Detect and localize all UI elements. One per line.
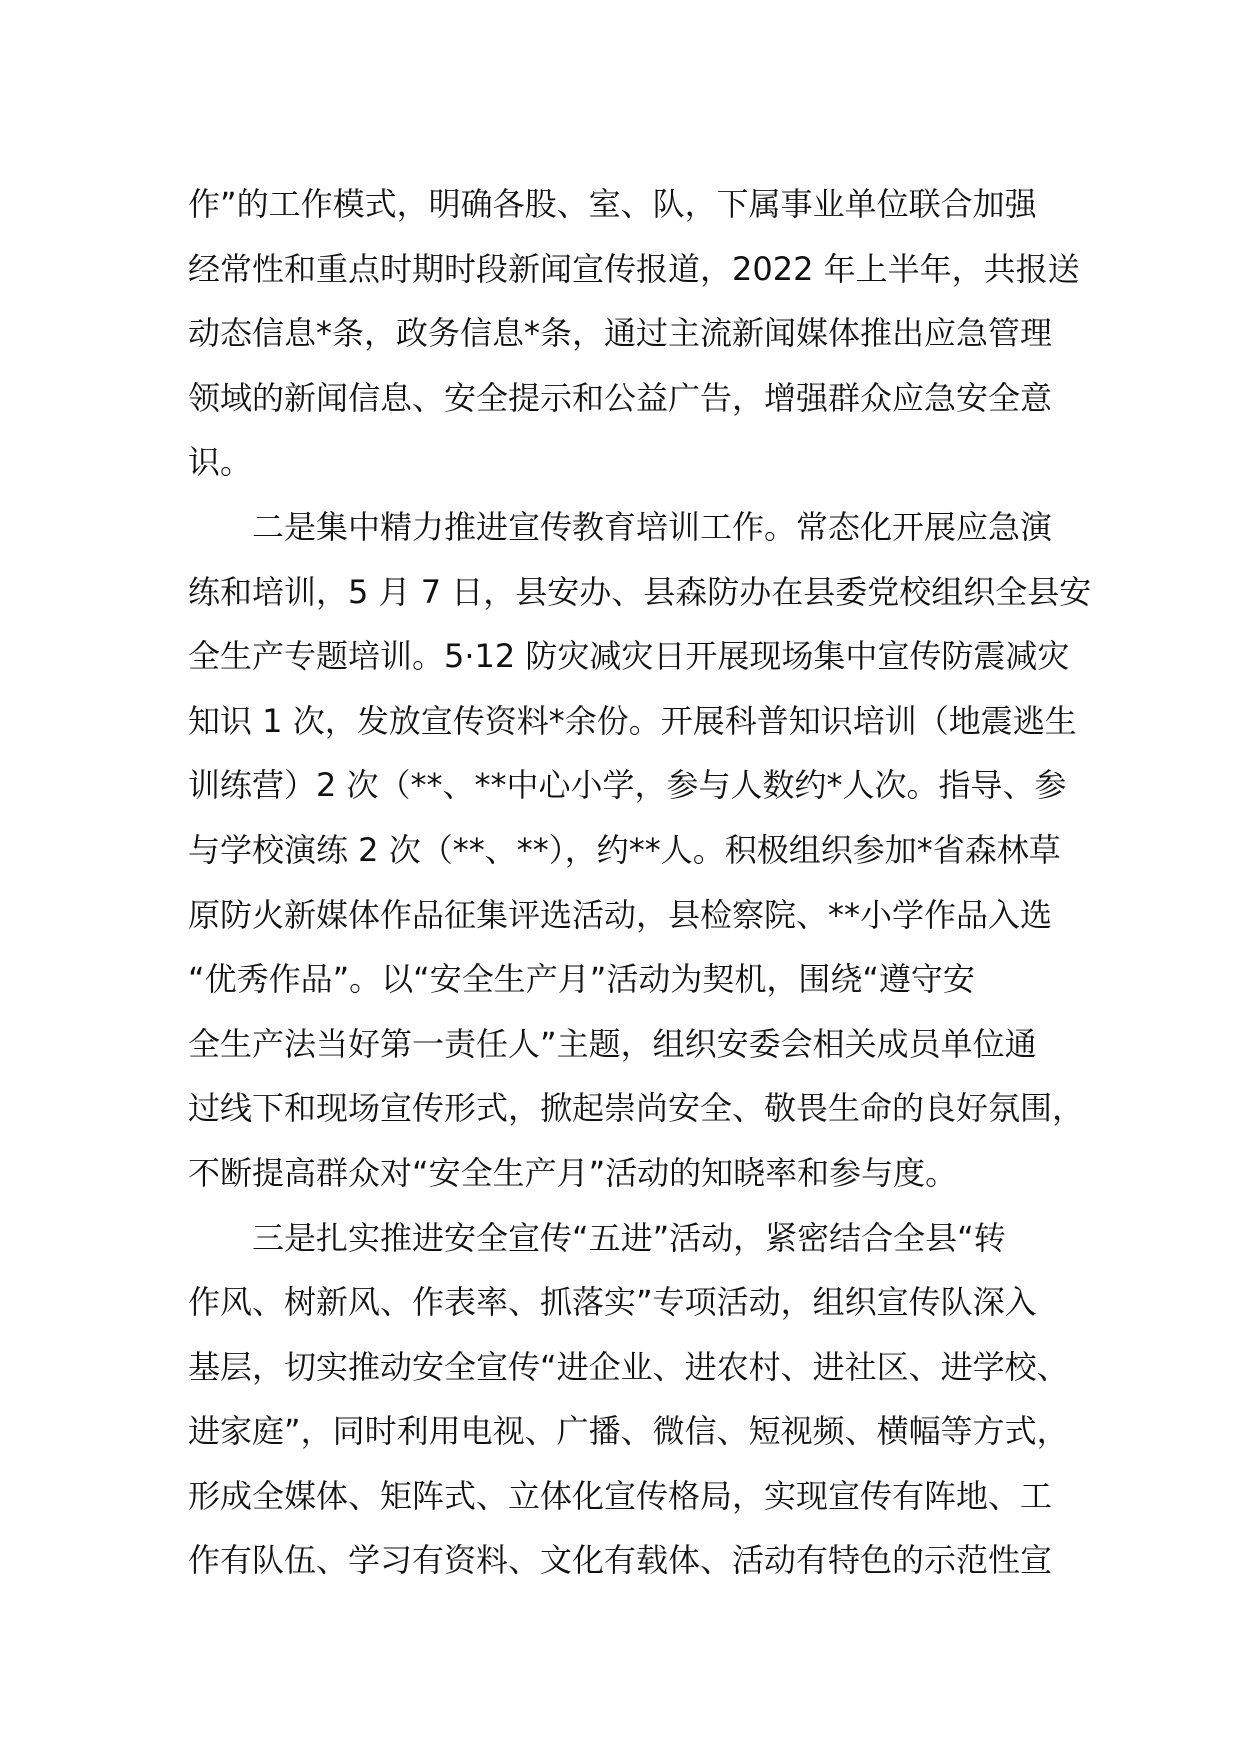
text-line: 领域的新闻信息、安全提示和公益广告，增强群众应急安全意 [188,378,1053,417]
paragraph-three [188,1206,1088,1594]
text-line: 二是集中精力推进宣传教育培训工作。常态化开展应急演 [188,507,1053,546]
text-line: 形成全媒体、矩阵式、立体化宣传格局，实现宣传有阵地、工 [188,1476,1053,1515]
text-line: 过线下和现场宣传形式，掀起崇尚安全、敬畏生命的良好氛围， [188,1089,1085,1128]
text-line: 动态信息*条，政务信息*条，通过主流新闻媒体推出应急管理 [188,314,1053,353]
text-line: 基层，切实推动安全宣传“进企业、进农村、进社区、进学校、 [188,1347,1069,1386]
text-line: 作风、树新风、作表率、抓落实”专项活动，组织宣传队深入 [188,1283,1037,1322]
body-text [188,172,1092,1593]
text-line: 三是扎实推进安全宣传“五进”活动，紧密结合全县“转 [188,1218,1006,1257]
text-line: 全生产专题培训。5·12 防灾减灾日开展现场集中宣传防震减灾 [188,637,1070,676]
text-line: 经常性和重点时期时段新闻宣传报道，2022 年上半年，共报送 [188,249,1080,288]
text-line: 作”的工作模式，明确各股、室、队，下属事业单位联合加强 [188,185,1037,223]
text-line: 原防火新媒体作品征集评选活动，县检察院、**小学作品入选 [188,895,1053,934]
text-line: 不断提高群众对“安全生产月”活动的知晓率和参与度。 [188,1153,958,1192]
text-line: 全生产法当好第一责任人”主题，组织安委会相关成员单位通 [188,1024,1037,1063]
text-line: 进家庭”，同时利用电视、广播、微信、短视频、横幅等方式， [188,1412,1069,1451]
text-line: “优秀作品”。以“安全生产月”活动为契机，围绕“遵守安 [188,960,975,999]
text-line: 训练营）2 次（**、**中心小学，参与人数约*人次。指导、参 [188,766,1067,805]
text-line: 与学校演练 2 次（**、**），约**人。积极组织参加*省森林草 [188,830,1061,869]
paragraph-two [188,495,1092,1206]
text-line: 识。 [188,443,253,482]
paragraph-continuation [188,172,1088,495]
text-line: 知识 1 次，发放宣传资料*余份。开展科普知识培训（地震逃生 [188,701,1077,740]
text-line: 练和培训，5 月 7 日，县安办、县森防办在县委党校组织全县安 [188,572,1092,611]
text-line: 作有队伍、学习有资料、文化有载体、活动有特色的示范性宣 [188,1541,1053,1580]
